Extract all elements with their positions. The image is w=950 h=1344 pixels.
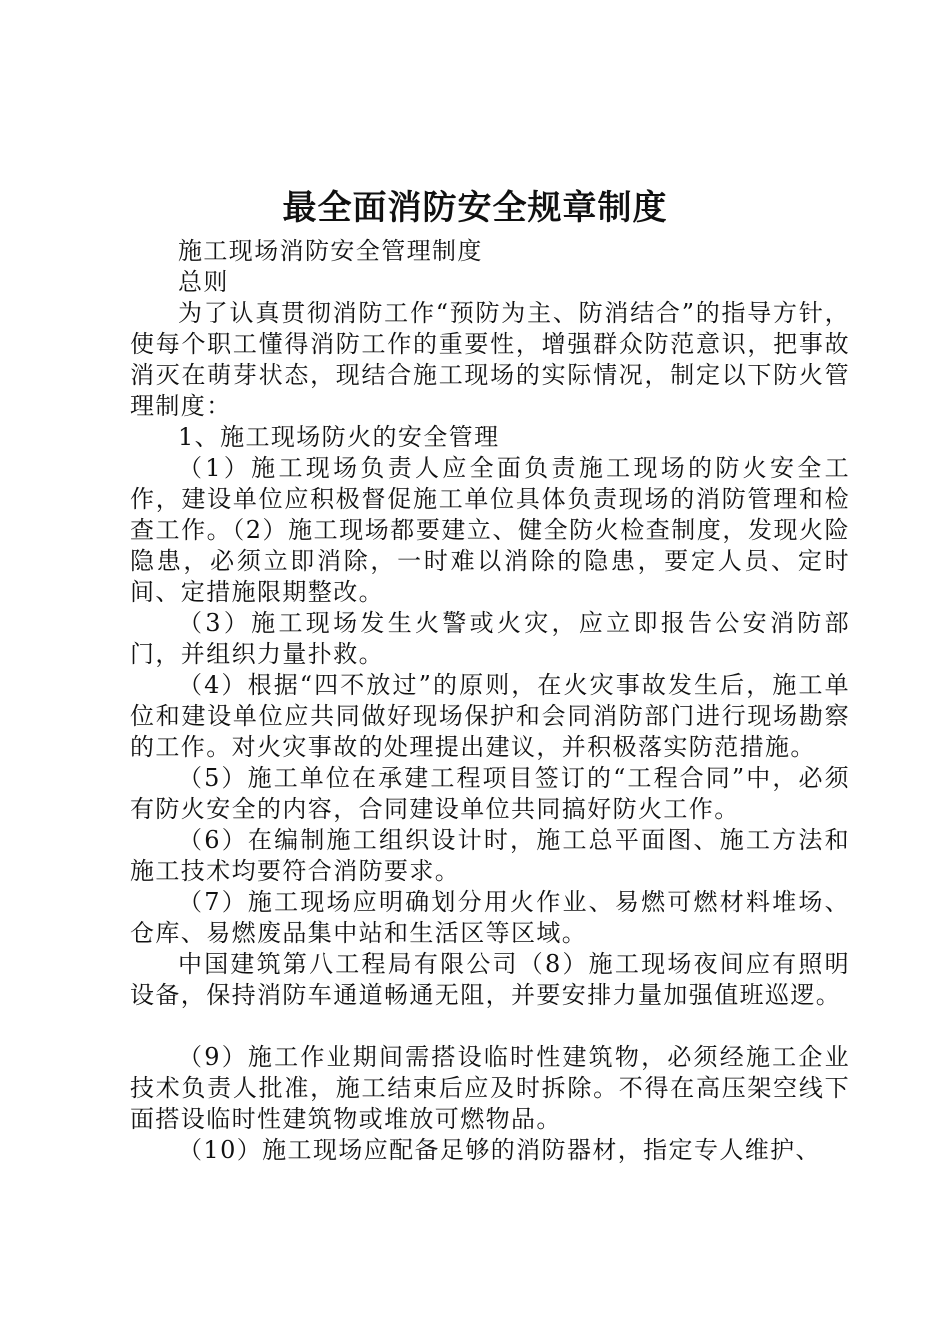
- rule-paragraph: （7）施工现场应明确划分用火作业、易燃可燃材料堆场、仓库、易燃废品集中站和生活区等区域。: [130, 888, 850, 947]
- rule-paragraph: （3）施工现场发生火警或火灾，应立即报告公安消防部门，并组织力量扑救。: [130, 609, 850, 668]
- intro-paragraph: 为了认真贯彻消防工作“预防为主、防消结合”的指导方针，使每个职工懂得消防工作的重要性，增强群众防范意识，把事故消灭在萌芽状态，现结合施工现场的实际情况，制定以下防火管理制度：: [130, 299, 850, 420]
- rule-paragraph: （9）施工作业期间需搭设临时性建筑物，必须经施工企业技术负责人批准，施工结束后应及时拆除。不得在高压架空线下面搭设临时性建筑物或堆放可燃物品。: [130, 1043, 850, 1133]
- rule-paragraph: （5）施工单位在承建工程项目签订的“工程合同”中，必须有防火安全的内容，合同建设单位共同搞好防火工作。: [130, 764, 850, 823]
- rule-paragraph: （1）施工现场负责人应全面负责施工现场的防火安全工作，建设单位应积极督促施工单位具体负责现场的消防管理和检查工作。（2）施工现场都要建立、健全防火检查制度，发现火险隐患，必须立即消除，一时难以消除的隐患，要定人员、定时间、定措施限期整改。: [130, 454, 850, 606]
- rule-paragraph: （4）根据“四不放过”的原则，在火灾事故发生后，施工单位和建设单位应共同做好现场保护和会同消防部门进行现场勘察的工作。对火灾事故的处理提出建议，并积极落实防范措施。: [130, 671, 850, 761]
- rule-paragraph: （10）施工现场应配备足够的消防器材，指定专人维护、: [178, 1136, 821, 1164]
- rule-paragraph: （6）在编制施工组织设计时，施工总平面图、施工方法和施工技术均要符合消防要求。: [130, 826, 850, 885]
- section-heading: 施工现场消防安全管理制度: [178, 237, 483, 265]
- general-provisions-heading: 总则: [178, 268, 229, 296]
- paragraph-spacer: [130, 1011, 850, 1042]
- document-body: [130, 236, 850, 1166]
- rule-paragraph: 中国建筑第八工程局有限公司（8）施工现场夜间应有照明设备，保持消防车通道畅通无阻，并要安排力量加强值班巡逻。: [130, 950, 850, 1009]
- document-title: 最全面消防安全规章制度: [282, 188, 668, 228]
- subsection-heading: 1、施工现场防火的安全管理: [178, 423, 500, 451]
